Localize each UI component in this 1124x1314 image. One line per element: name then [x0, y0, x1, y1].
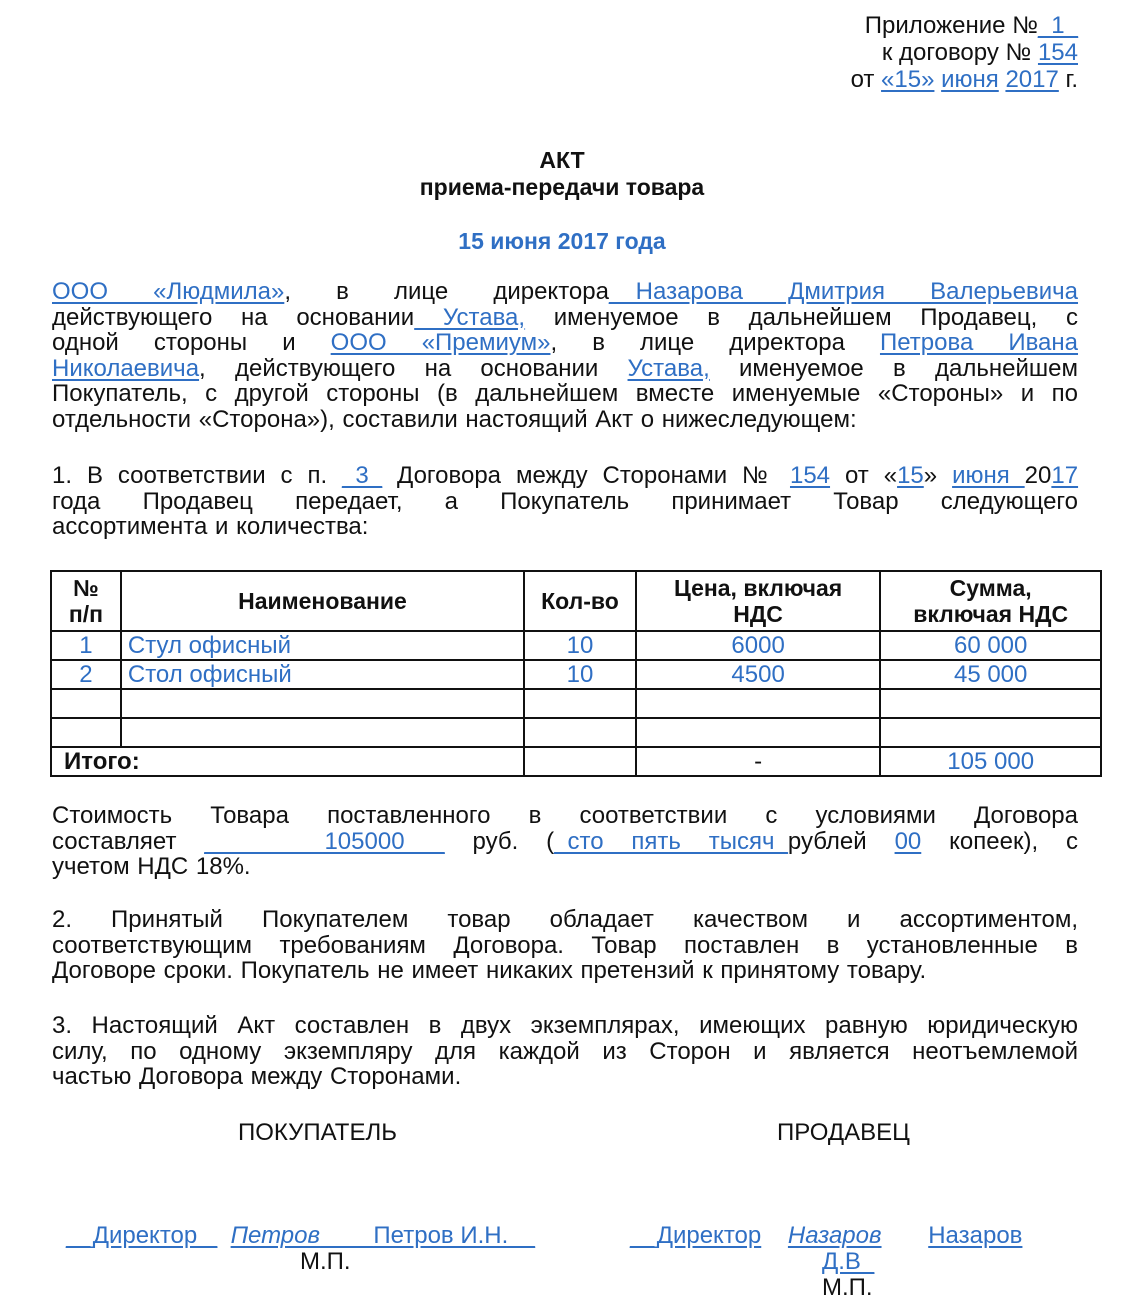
intro-line: одной стороны и ООО «Премиум», в лице директора Петрова Ивана [52, 329, 1079, 356]
cell-sum: 60 000 [880, 631, 1101, 660]
total-sum: 105 000 [880, 747, 1101, 776]
table-row-empty [51, 718, 1101, 747]
appendix-line-3: от «15» июня 2017 г. [850, 66, 1078, 93]
clause-1-line: ассортимента и количества: [52, 513, 369, 540]
clause-1-line: года Продавец передает, а Покупатель принимает Товар следующего [52, 487, 1078, 515]
cell-num: 2 [51, 660, 121, 689]
intro-line: Покупатель, с другой стороны (в дальнейшем вместе именуемые «Стороны» и по [52, 380, 1078, 407]
buyer-heading: ПОКУПАТЕЛЬ [238, 1119, 397, 1146]
appendix-line-1: Приложение №_1_ [864, 12, 1078, 39]
table-total-row [51, 747, 1101, 776]
page-title: АКТ [539, 147, 585, 173]
col-header-qty: Кол-во [524, 571, 636, 631]
intro-line: Николаевича, действующего на основании Устава, именуемое в дальнейшем [52, 354, 1078, 382]
clause-1 [52, 463, 1078, 540]
cell-name: Стул офисный [121, 631, 524, 660]
cost-line: составляет _________105000___ руб. (_сто пять тысяч_рублей 00 копеек), с [52, 827, 1079, 855]
cell-name: Стол офисный [121, 660, 524, 689]
table-row [51, 631, 1101, 660]
intro-line: отдельности «Сторона»), составили настоящий Акт о нижеследующем: [52, 405, 857, 433]
col-header-price: Цена, включая НДС [636, 571, 881, 631]
seller-signature-line: __Директор Назаров Назаров [630, 1222, 1023, 1249]
seller-stamp: М.П. [822, 1274, 873, 1301]
clause-3-line: 3. Настоящий Акт составлен в двух экземплярах, имеющих равную юридическую [52, 1012, 1078, 1039]
seller-name-cont: Д.В_ [822, 1248, 875, 1275]
buyer-signature: Петров [230, 1222, 321, 1249]
clause-1-line: 1. В соответствии с п. _3_ Договора между Сторонами № 154 от «15» июня 2017 [52, 462, 1079, 489]
buyer-stamp: М.П. [300, 1248, 351, 1275]
goods-table [50, 570, 1102, 777]
clause-3-line: силу, по одному экземпляру для каждой из Сторон и является неотъемлемой [52, 1037, 1078, 1065]
cell-price: 4500 [636, 660, 881, 689]
cost-line: учетом НДС 18%. [52, 853, 251, 880]
total-price: - [636, 747, 881, 776]
seller-signature: Назаров [787, 1222, 882, 1249]
page-subtitle: приема-передачи товара [419, 174, 705, 200]
col-header-sum: Сумма, включая НДС [880, 571, 1101, 631]
appendix-line-2: к договору № 154 [881, 39, 1078, 66]
seller-heading: ПРОДАВЕЦ [777, 1119, 910, 1146]
table-row-empty [51, 689, 1101, 718]
clause-2-line: соответствующим требованиям Договора. Товар поставлен в установленные в [52, 931, 1078, 959]
cell-qty: 10 [524, 631, 636, 660]
clause-2-line: Договоре сроки. Покупатель не имеет никаких претензий к принятому товару. [52, 957, 927, 984]
clause-2 [52, 907, 1078, 984]
cell-qty: 10 [524, 660, 636, 689]
table-row [51, 660, 1101, 689]
buyer-signature-line: __Директор _ Петров____Петров И.Н.__ [66, 1222, 535, 1249]
col-header-num: № п/п [51, 571, 121, 631]
cell-price: 6000 [636, 631, 881, 660]
intro-line: действующего на основании Устава, именуемое в дальнейшем Продавец, с [52, 303, 1079, 331]
cell-sum: 45 000 [880, 660, 1101, 689]
clause-3-line: частью Договора между Сторонами. [52, 1063, 462, 1090]
intro-line: ООО «Людмила», в лице директора__Назарова Дмитрия Валерьевича [52, 278, 1079, 305]
col-header-name: Наименование [121, 571, 524, 631]
table-header-row [51, 571, 1101, 631]
clause-2-line: 2. Принятый Покупателем товар обладает качеством и ассортиментом, [52, 906, 1078, 933]
cell-num: 1 [51, 631, 121, 660]
clause-3 [52, 1013, 1078, 1090]
intro-paragraph [52, 279, 1078, 432]
total-label: Итого: [51, 747, 524, 776]
cost-line: Стоимость Товара поставленного в соответствии с условиями Договора [52, 802, 1078, 829]
act-date: 15 июня 2017 года [458, 228, 666, 254]
appendix-block [851, 12, 1078, 93]
cost-paragraph [52, 803, 1078, 880]
